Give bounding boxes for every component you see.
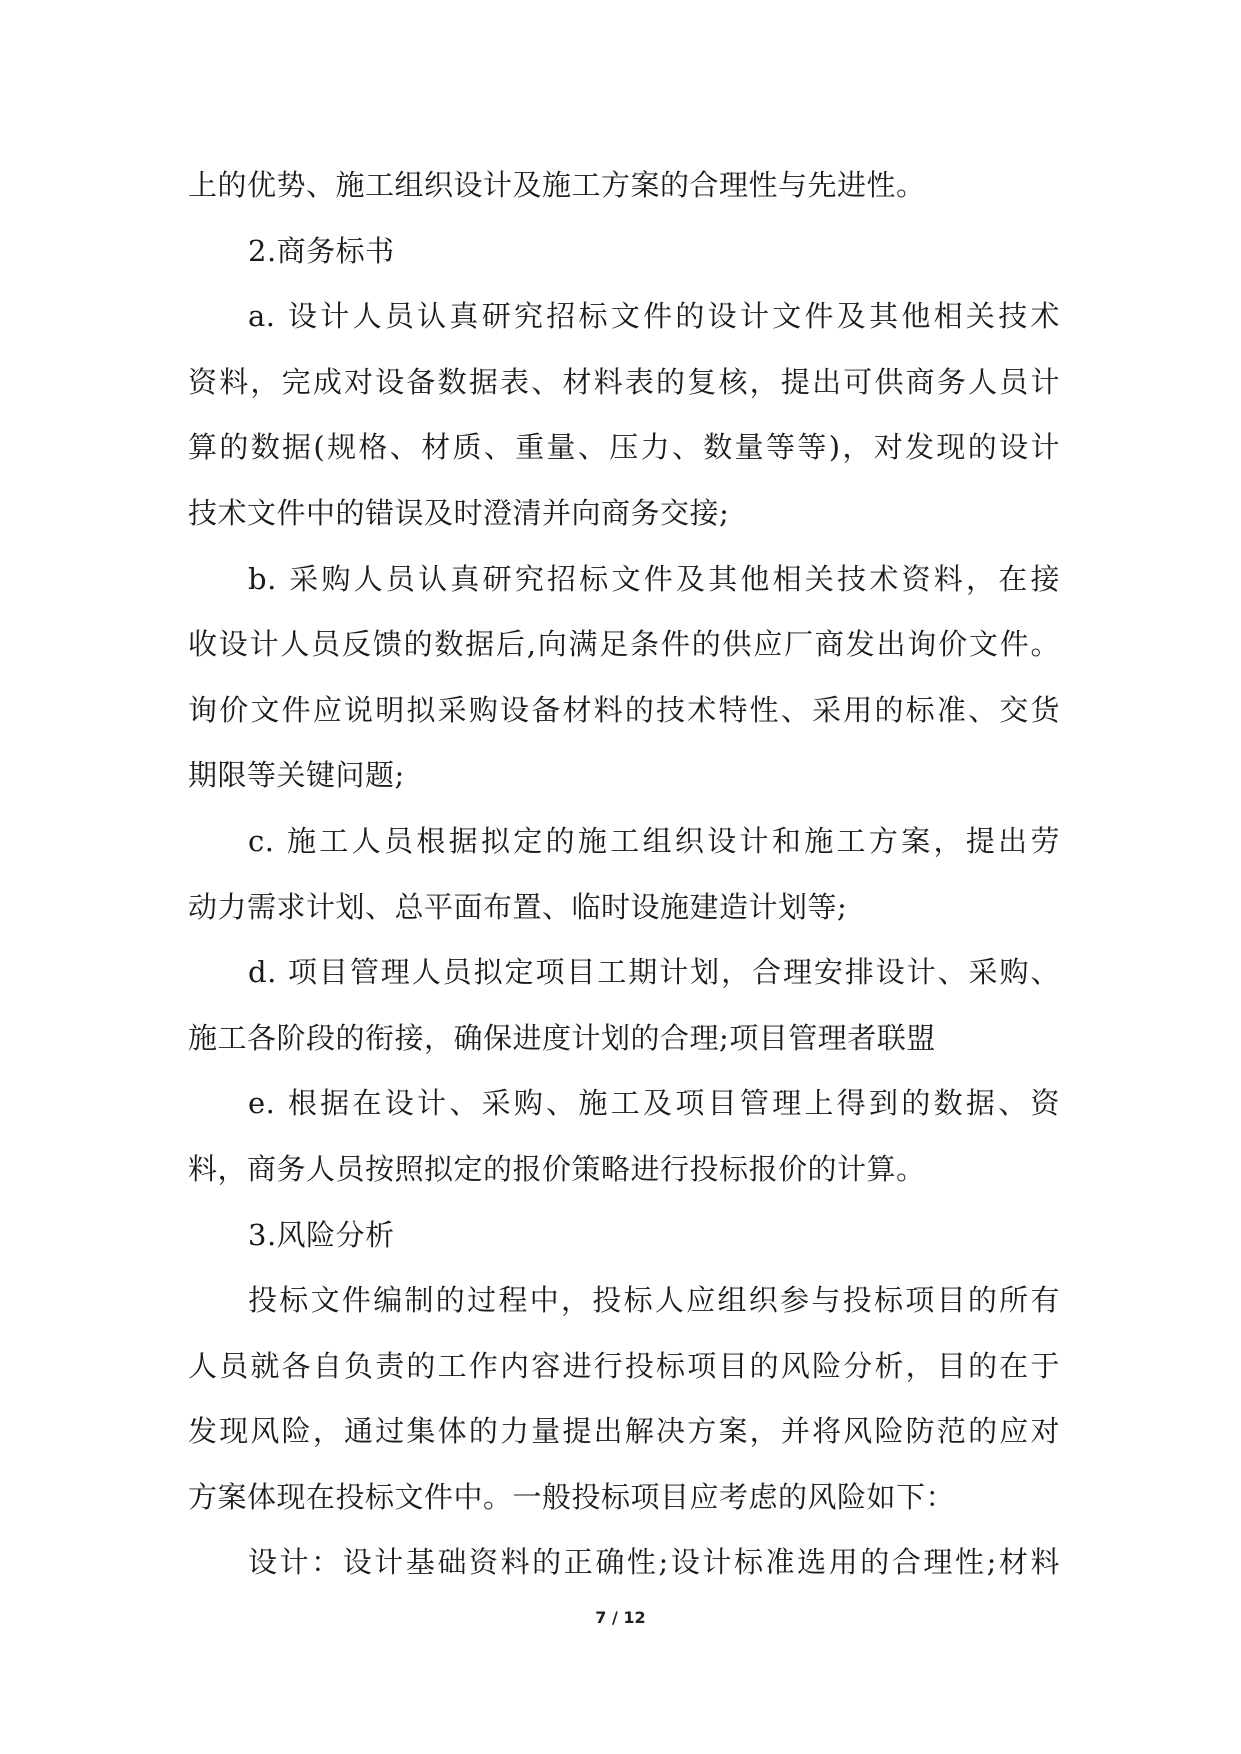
text-line: 发现风险，通过集体的力量提出解决方案，并将风险防范的应对 <box>188 1414 1060 1449</box>
text-line: 设计：设计基础资料的正确性;设计标准选用的合理性;材料 <box>248 1545 1060 1580</box>
text-line: c. 施工人员根据拟定的施工组织设计和施工方案，提出劳 <box>248 823 1060 858</box>
text-line: b. 采购人员认真研究招标文件及其他相关技术资料，在接 <box>248 561 1060 596</box>
text-line: 方案体现在投标文件中。一般投标项目应考虑的风险如下： <box>188 1479 956 1514</box>
text-line: 算的数据(规格、材质、重量、压力、数量等等)，对发现的设计 <box>188 430 1060 465</box>
text-line: 动力需求计划、总平面布置、临时设施建造计划等; <box>188 889 848 924</box>
text-line: 上的优势、施工组织设计及施工方案的合理性与先进性。 <box>188 168 926 202</box>
page-number: 7 / 12 <box>595 1608 646 1627</box>
text-line: 收设计人员反馈的数据后,向满足条件的供应厂商发出询价文件。 <box>188 627 1060 662</box>
text-line: e. 根据在设计、采购、施工及项目管理上得到的数据、资 <box>248 1086 1060 1121</box>
text-line: 技术文件中的错误及时澄清并向商务交接; <box>188 495 730 530</box>
section-heading: 2.商务标书 <box>248 233 395 268</box>
section-heading: 3.风险分析 <box>248 1217 395 1252</box>
text-line: 料，商务人员按照拟定的报价策略进行投标报价的计算。 <box>188 1151 926 1186</box>
text-line: 期限等关键问题; <box>188 758 405 793</box>
text-line: 资料，完成对设备数据表、材料表的复核，提出可供商务人员计 <box>188 364 1060 399</box>
text-line: a. 设计人员认真研究招标文件的设计文件及其他相关技术 <box>248 299 1060 334</box>
text-line: 施工各阶段的衔接，确保进度计划的合理;项目管理者联盟 <box>188 1020 936 1055</box>
text-line: 询价文件应说明拟采购设备材料的技术特性、采用的标准、交货 <box>188 692 1060 727</box>
body-text <box>188 153 1060 1596</box>
text-line: d. 项目管理人员拟定项目工期计划，合理安排设计、采购、 <box>248 955 1060 990</box>
text-line: 人员就各自负责的工作内容进行投标项目的风险分析，目的在于 <box>188 1348 1060 1383</box>
text-line: 投标文件编制的过程中，投标人应组织参与投标项目的所有 <box>248 1283 1060 1318</box>
